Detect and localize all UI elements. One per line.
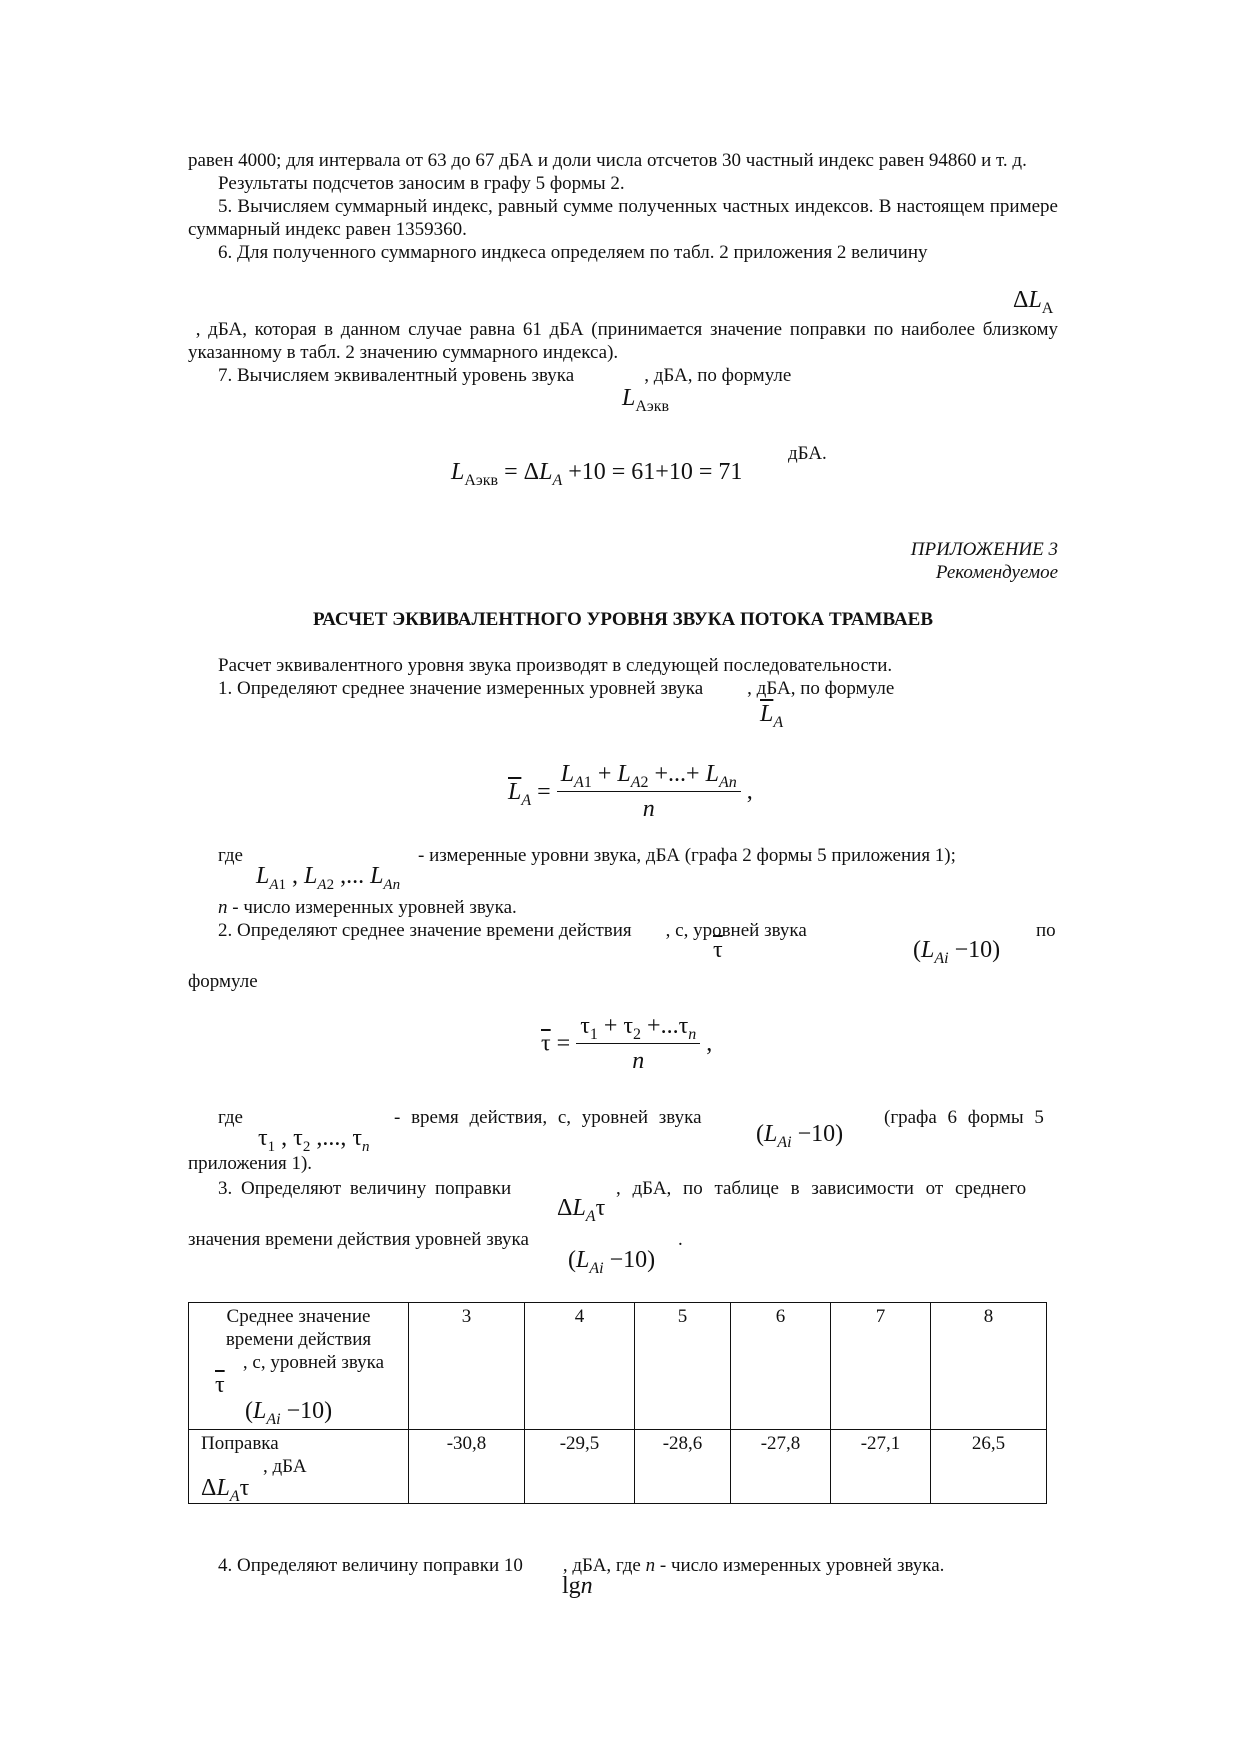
l-ai-minus-10-symbol-3: $(L_{Ai} -10)$ bbox=[568, 1247, 656, 1277]
table-cell: -28,6 bbox=[635, 1430, 731, 1504]
paragraph-p3: 5. Вычисляем суммарный индекс, равный сумме полученных частных индексов. В настоящем примере суммарный индекс равен 1359360. bbox=[188, 196, 1058, 240]
table-cell: 6 bbox=[731, 1303, 831, 1430]
table-cell: 8 bbox=[931, 1303, 1047, 1430]
table-cell: 26,5 bbox=[931, 1430, 1047, 1504]
paragraph-s2: 1. Определяют среднее значение измеренных уровней звука , дБА, по формуле bbox=[218, 678, 895, 699]
paragraph-p6: 7. Вычисляем эквивалентный уровень звука , дБА, по формуле bbox=[218, 365, 792, 386]
recommended-label: Рекомендуемое bbox=[935, 562, 1058, 583]
delta-la-tau-symbol-table: $\Delta L_A\tau$ bbox=[201, 1475, 250, 1505]
paragraph-s3: 2. Определяют среднее значение времени действия , с, уровней звука bbox=[218, 920, 807, 941]
table-cell: 7 bbox=[831, 1303, 931, 1430]
l-ai-minus-10-symbol-2: $(L_{Ai} -10)$ bbox=[756, 1121, 844, 1151]
table-cell: -27,8 bbox=[731, 1430, 831, 1504]
where-label-1: где bbox=[218, 845, 243, 866]
l-aekv-symbol: $L_{Аэкв}$ bbox=[622, 385, 670, 415]
paragraph-s5: 4. Определяют величину поправки 10 , дБА, где n - число измеренных уровней звука. bbox=[218, 1555, 945, 1576]
formula-mean-time: $\overline{\tau}$ = $\frac{\tau_1 + \tau_2 +...\tau_n}{n}$ , bbox=[541, 1013, 713, 1074]
l-a-mean-symbol: $\overline{L}_A$ bbox=[760, 701, 784, 731]
where-text-2: - время действия, с, уровней звука bbox=[394, 1107, 702, 1128]
paragraph-p5: , дБА, которая в данном случае равна 61 дБА (принимается значение поправки по наиболее близкому указанному в табл. 2 значению суммарного индекса). bbox=[188, 319, 1059, 363]
table-cell: 5 bbox=[635, 1303, 731, 1430]
paragraph-p2: Результаты подсчетов заносим в графу 5 формы 2. bbox=[218, 173, 625, 194]
paragraph-p4: 6. Для полученного суммарного индкеса определяем по табл. 2 приложения 2 величину bbox=[218, 242, 928, 263]
paragraph-p1: равен 4000; для интервала от 63 до 67 дБА и доли числа отсчетов 30 частный индекс равен 94860 и т. д. bbox=[188, 150, 1027, 171]
table-cell: 3 bbox=[409, 1303, 525, 1430]
table-cell: -27,1 bbox=[831, 1430, 931, 1504]
formula-equivalent-level: $L_{Аэкв} = \Delta L_A +10 = 61+10 = 71$ bbox=[451, 459, 743, 489]
document-body bbox=[188, 149, 1058, 264]
correction-label-text-2: , дБА bbox=[263, 1456, 307, 1477]
where-tail-2: (графа 6 формы 5 bbox=[884, 1107, 1044, 1128]
where-text-1: - измеренные уровни звука, дБА (графа 2 формы 5 приложения 1); bbox=[418, 845, 956, 866]
time-label-text: Среднее значение времени действия bbox=[225, 1306, 372, 1350]
delta-la-symbol: $\Delta L_А$ bbox=[1013, 287, 1054, 317]
l-a-series-symbol: $L_{A1}$ , $L_{A2}$ ,... $L_{An}$ bbox=[256, 863, 401, 893]
table-cell: -30,8 bbox=[409, 1430, 525, 1504]
correction-label-text: Поправка bbox=[201, 1433, 279, 1454]
formula-word: формуле bbox=[188, 971, 258, 992]
table-cell: -29,5 bbox=[525, 1430, 635, 1504]
l-ai-minus-10-symbol-table: $(L_{Ai} -10)$ bbox=[245, 1398, 333, 1428]
table-cell-label-correction bbox=[189, 1430, 409, 1504]
table-row bbox=[189, 1303, 1047, 1430]
paragraph-s4d: . bbox=[678, 1229, 683, 1250]
tau-mean-symbol-table: $\overline{\tau}$ bbox=[215, 1372, 225, 1398]
table-row bbox=[189, 1430, 1047, 1504]
delta-la-tau-symbol-1: $\Delta L_A\tau$ bbox=[557, 1195, 606, 1225]
appendix-label: ПРИЛОЖЕНИЕ 3 bbox=[910, 539, 1058, 560]
where-tail-2b: приложения 1). bbox=[188, 1153, 313, 1174]
l-ai-minus-10-symbol-1: $(L_{Ai} -10)$ bbox=[913, 937, 1001, 967]
table-cell-label-time bbox=[189, 1303, 409, 1430]
time-label-text-2: , с, уровней звука bbox=[242, 1352, 385, 1373]
paragraph-s4a: 3. Определяют величину поправки bbox=[218, 1178, 512, 1199]
tau-series-symbol: $\tau_1$ , $\tau_2$ ,..., $\tau_n$ bbox=[258, 1125, 370, 1155]
formula-mean-level: $\overline{L}_A$ = $\frac{L_{A1} + L_{A2} +...+ L_{An}}{n}$ , bbox=[508, 761, 753, 822]
paragraph-s1: Расчет эквивалентного уровня звука производят в следующей последовательности. bbox=[218, 655, 893, 676]
correction-table bbox=[188, 1302, 1047, 1504]
tau-mean-symbol: $\overline{\tau}$ bbox=[713, 937, 723, 963]
paragraph-s4b: , дБА, по таблице в зависимости от среднего bbox=[616, 1178, 1027, 1199]
table-cell: 4 bbox=[525, 1303, 635, 1430]
lg-n-symbol: lgn bbox=[562, 1573, 593, 1599]
formula-unit: дБА. bbox=[788, 443, 827, 464]
paragraph-s4c: значения времени действия уровней звука bbox=[188, 1229, 529, 1250]
n-definition: n - число измеренных уровней звука. bbox=[218, 897, 517, 918]
where-label-2: где bbox=[218, 1107, 243, 1128]
po-word: по bbox=[1036, 920, 1056, 941]
section-title: РАСЧЕТ ЭКВИВАЛЕНТНОГО УРОВНЯ ЗВУКА ПОТОКА ТРАМВАЕВ bbox=[312, 609, 934, 630]
